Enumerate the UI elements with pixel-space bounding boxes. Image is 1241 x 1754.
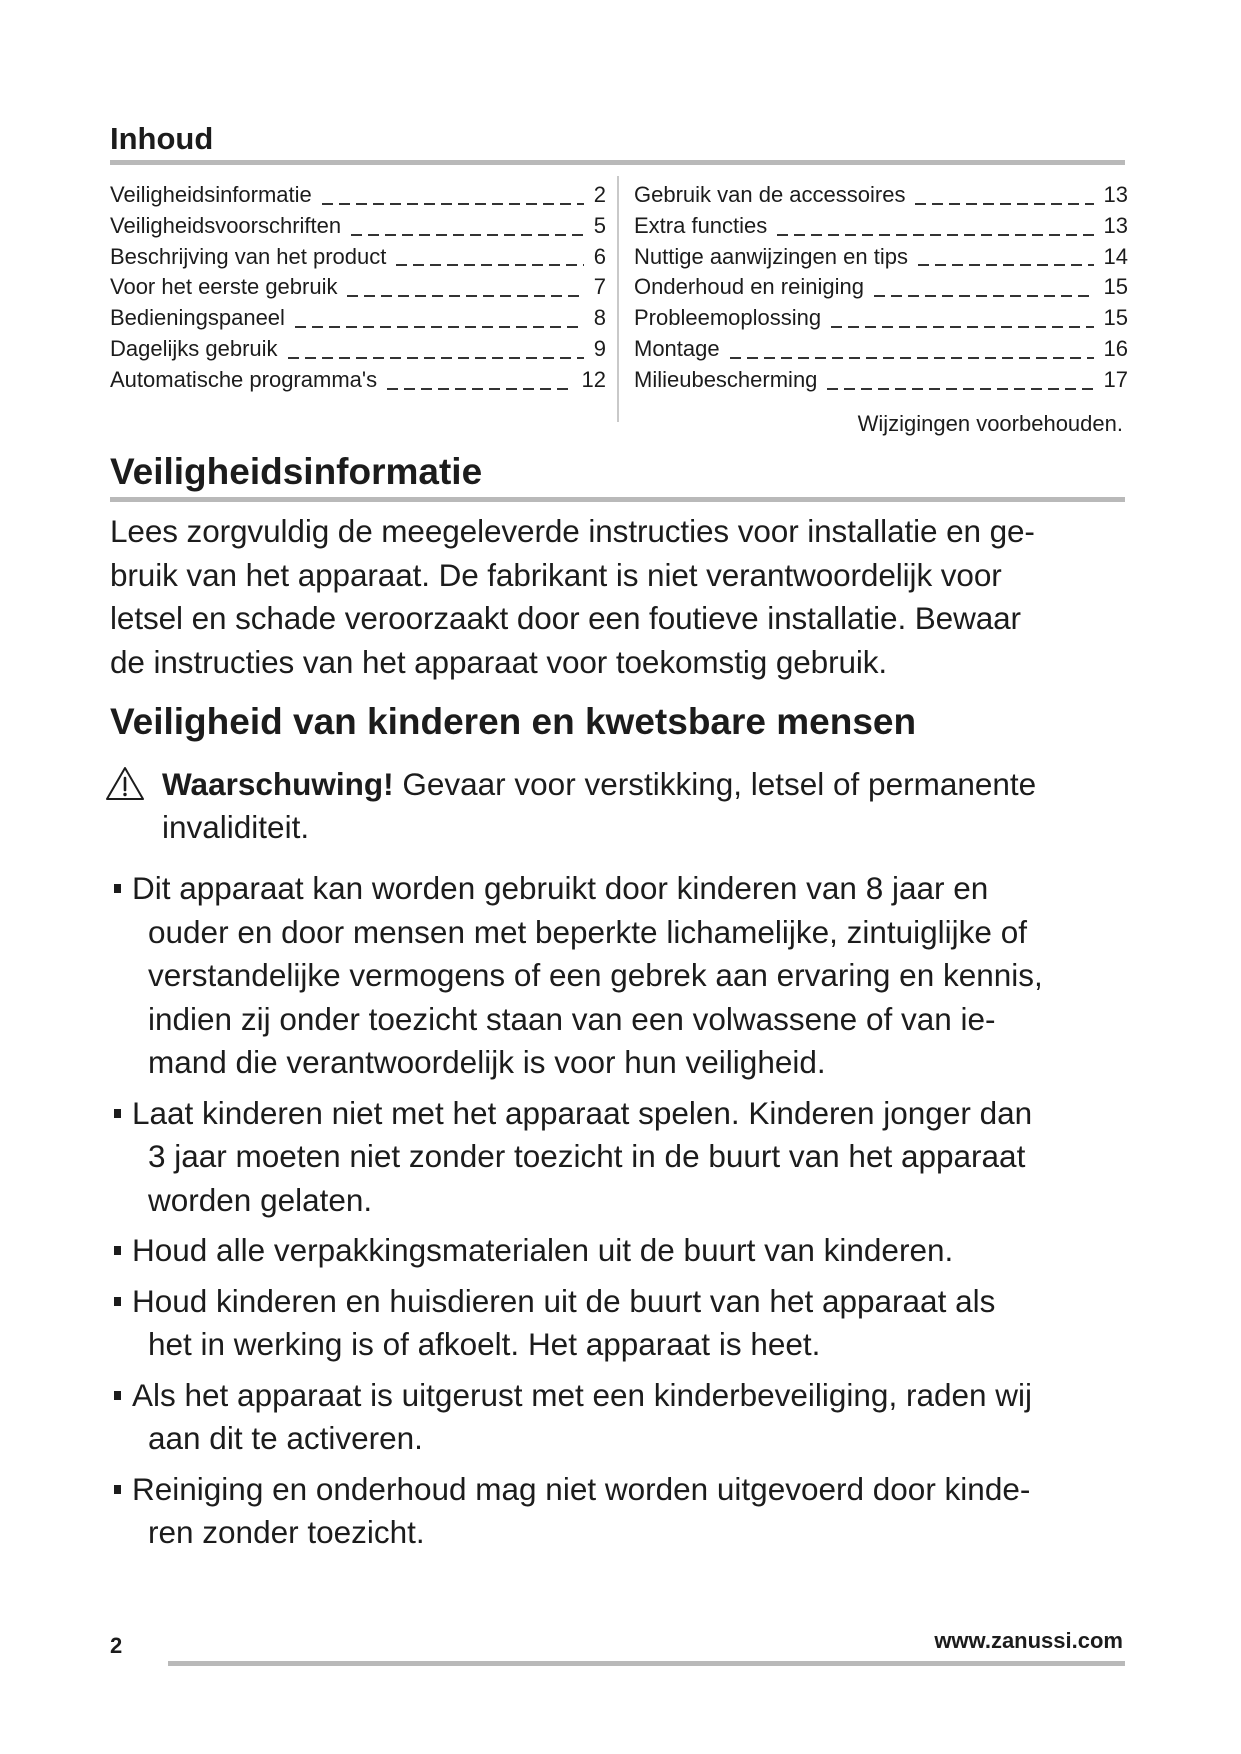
toc-entry-page: 8 (593, 305, 606, 331)
toc-entry-label: Voor het eerste gebruik (110, 274, 338, 300)
bullet-marker (114, 1485, 121, 1494)
toc-entry-label: Beschrijving van het product (110, 243, 387, 269)
bullet-marker (114, 884, 121, 893)
list-item-line: Als het apparaat is uitgerust met een kinderbeveiliging, raden wij (132, 1376, 1033, 1413)
paragraph-line: de instructies van het apparaat voor toekomstig gebruik. (110, 643, 888, 680)
toc-entry-label: Gebruik van de accessoires (634, 182, 906, 207)
list-item-line: Houd alle verpakkingsmaterialen uit de buurt van kinderen. (132, 1232, 954, 1268)
toc-entry-label: Bedieningspaneel (110, 305, 285, 331)
toc-entry[interactable] (634, 272, 1128, 303)
toc-leader (288, 357, 584, 359)
toc-title-rule (110, 160, 1125, 165)
toc-entry[interactable] (634, 211, 1128, 242)
children-safety-list (110, 867, 1140, 1562)
toc-entry-label: Probleemoplossing (634, 305, 822, 331)
warning-text: Gevaar voor verstikking, letsel of permanente (393, 766, 1037, 802)
toc-entry-label: Montage (634, 335, 720, 361)
toc-leader (831, 326, 1093, 328)
toc-leader (874, 295, 1094, 297)
toc-entry[interactable] (634, 242, 1128, 273)
toc-leader (351, 234, 584, 236)
bullet-marker (114, 1391, 121, 1400)
bullet-marker (114, 1109, 121, 1118)
toc-entry[interactable] (110, 242, 606, 273)
list-item (110, 1229, 1140, 1273)
list-item-line: Houd kinderen en huisdieren uit de buurt van het apparaat als (132, 1282, 996, 1319)
toc-entry[interactable] (110, 334, 606, 365)
toc-entry-page: 13 (1103, 212, 1128, 238)
toc-entry[interactable] (634, 180, 1128, 211)
toc-entry-label: Milieubescherming (634, 366, 818, 392)
toc-entry-label: Nuttige aanwijzingen en tips (634, 243, 908, 269)
toc-entry[interactable] (634, 365, 1128, 396)
toc-column-divider (617, 176, 619, 422)
toc-leader (295, 326, 584, 328)
list-item-line: verstandelijke vermogens of een gebrek aan ervaring en kennis, (148, 957, 1043, 993)
list-item (110, 1374, 1140, 1461)
list-item-line: mand die verantwoordelijk is voor hun veiligheid. (148, 1044, 826, 1080)
paragraph-line: Lees zorgvuldig de meegeleverde instructies voor installatie en ge- (110, 513, 1035, 549)
toc-leader (918, 264, 1094, 266)
list-item-line: ouder en door mensen met beperkte lichamelijke, zintuiglijke of (148, 913, 1027, 950)
toc-entry-page: 6 (593, 243, 606, 269)
toc-entry-label: Onderhoud en reiniging (634, 274, 864, 300)
toc-entry-page: 2 (593, 182, 606, 207)
toc-title: Inhoud (110, 121, 214, 156)
paragraph-line: letsel en schade veroorzaakt door een foutieve installatie. Bewaar (110, 600, 1021, 636)
toc-entry[interactable] (110, 365, 606, 396)
list-item (110, 1092, 1140, 1223)
toc-entry[interactable] (634, 334, 1128, 365)
section-heading-rule (110, 497, 1125, 502)
list-item-line: indien zij onder toezicht staan van een volwassene of van ie- (148, 1000, 996, 1037)
toc-entry-page: 7 (593, 274, 606, 300)
toc-leader (387, 388, 571, 390)
toc-leader (915, 203, 1093, 205)
toc-entry-page: 14 (1103, 243, 1128, 269)
toc-entry[interactable] (110, 180, 606, 211)
changes-reserved-note: Wijzigingen voorbehouden. (857, 411, 1123, 436)
list-item-line: het in werking is of afkoelt. Het apparaat is heet. (148, 1326, 821, 1362)
paragraph-line: bruik van het apparaat. De fabrikant is niet verantwoordelijk voor (110, 556, 1002, 593)
toc-leader (347, 295, 583, 297)
toc-entry-label: Automatische programma's (110, 366, 378, 392)
toc-entry-page: 12 (581, 366, 606, 392)
toc-right-column (634, 180, 1128, 396)
toc-entry[interactable] (110, 303, 606, 334)
bullet-marker (114, 1297, 121, 1306)
list-item-line: Reiniging en onderhoud mag niet worden uitgevoerd door kinde- (132, 1470, 1031, 1507)
toc-entry[interactable] (110, 272, 606, 303)
toc-entry-page: 15 (1103, 274, 1128, 300)
toc-entry-page: 17 (1103, 366, 1128, 392)
warning-triangle-icon (105, 766, 145, 802)
toc-entry-page: 5 (593, 212, 606, 238)
toc-entry-label: Extra functies (634, 212, 768, 238)
warning-label: Waarschuwing! (162, 766, 394, 802)
warning-notice (162, 763, 1122, 849)
list-item (110, 1280, 1140, 1367)
toc-leader (730, 357, 1094, 359)
list-item-line: Laat kinderen niet met het apparaat spelen. Kinderen jonger dan (132, 1094, 1033, 1131)
page-number: 2 (110, 1633, 123, 1658)
list-item-line: Dit apparaat kan worden gebruikt door kinderen van 8 jaar en (132, 870, 989, 906)
footer-rule (168, 1661, 1125, 1666)
toc-leader (396, 264, 583, 266)
toc-entry-label: Veiligheidsvoorschriften (110, 212, 342, 238)
list-item-line: worden gelaten. (148, 1181, 373, 1218)
list-item (110, 1468, 1140, 1555)
toc-leader (827, 388, 1093, 390)
toc-left-column (110, 180, 606, 396)
toc-entry-page: 15 (1103, 305, 1128, 331)
safety-intro-paragraph (110, 510, 1135, 684)
website-link[interactable]: www.zanussi.com (934, 1628, 1123, 1653)
toc-entry[interactable] (110, 211, 606, 242)
toc-leader (777, 234, 1093, 236)
toc-entry-page: 9 (593, 335, 606, 361)
toc-entry-page: 16 (1103, 335, 1128, 361)
section-heading-safety: Veiligheidsinformatie (110, 451, 483, 492)
toc-entry-page: 13 (1103, 182, 1128, 207)
list-item-line: aan dit te activeren. (148, 1420, 423, 1456)
toc-entry[interactable] (634, 303, 1128, 334)
toc-entry-label: Dagelijks gebruik (110, 335, 278, 361)
bullet-marker (114, 1246, 121, 1255)
toc-leader (322, 203, 584, 205)
subsection-heading-children: Veiligheid van kinderen en kwetsbare mensen (110, 701, 917, 742)
warning-text-continued: invaliditeit. (162, 809, 310, 845)
toc-entry-label: Veiligheidsinformatie (110, 182, 312, 207)
list-item-line: ren zonder toezicht. (148, 1514, 425, 1550)
list-item-line: 3 jaar moeten niet zonder toezicht in de buurt van het apparaat (148, 1138, 1026, 1174)
list-item (110, 867, 1140, 1085)
